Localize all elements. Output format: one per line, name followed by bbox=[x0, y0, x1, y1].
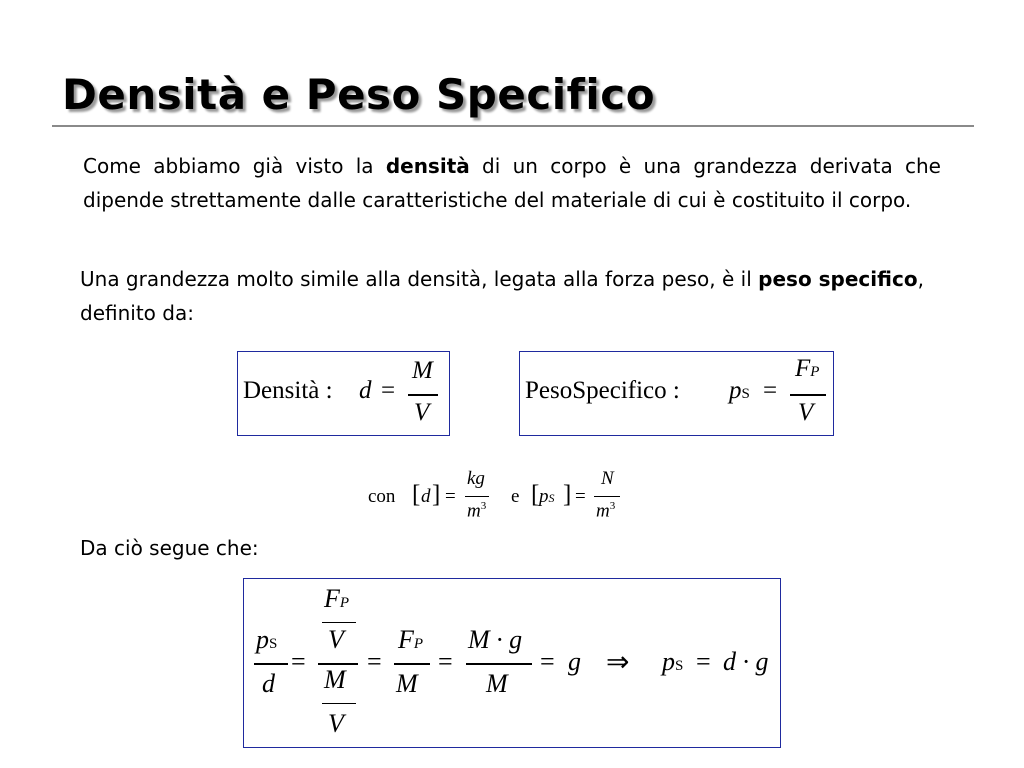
deriv-eq2: = bbox=[367, 647, 382, 676]
units-ps-fraction-bar bbox=[594, 496, 620, 497]
units-eq-d: = bbox=[445, 486, 456, 507]
specific-weight-formula-box bbox=[519, 351, 834, 436]
units-eq-ps: = bbox=[575, 486, 586, 507]
deriv-cf-bottom-bar bbox=[322, 703, 356, 704]
units-rbracket-d: ] bbox=[432, 481, 441, 508]
units-N: N bbox=[601, 468, 614, 489]
specific-weight-fraction-bar bbox=[790, 394, 826, 396]
deriv-Mg-M-bar bbox=[466, 663, 532, 665]
specific-weight-numerator: FP bbox=[795, 355, 820, 382]
units-d-den: $m^3$ bbox=[467, 500, 487, 522]
specific-weight-label: PesoSpecifico : bbox=[525, 377, 680, 404]
deriv-Fp: FP bbox=[398, 625, 424, 654]
deriv-cf-Fp: FP bbox=[324, 584, 350, 613]
p2-bold-term: peso specifico bbox=[758, 267, 918, 291]
units-formula bbox=[368, 466, 638, 530]
definition-paragraph bbox=[80, 262, 942, 330]
deriv-eq4: = bbox=[540, 647, 555, 676]
slide-title: Densità e Peso Specifico bbox=[62, 70, 656, 119]
density-var: d bbox=[359, 377, 372, 404]
units-rbracket-ps: ] bbox=[563, 481, 572, 508]
units-lbracket-ps: [ bbox=[531, 481, 540, 508]
deriv-implies: ⇒ bbox=[606, 647, 630, 678]
deriv-Fp-M-bar bbox=[394, 663, 430, 665]
p2-text-b: , definito da: bbox=[80, 267, 924, 325]
p2-text-a: Una grandezza molto simile alla densità, legata alla forza peso, è il bbox=[80, 267, 759, 291]
deriv-cf-M: M bbox=[324, 665, 346, 694]
deriv-Mg: M · g bbox=[468, 625, 523, 654]
deriv-M1: M bbox=[396, 669, 418, 698]
units-d: d bbox=[421, 486, 431, 507]
units-lbracket-d: [ bbox=[412, 481, 421, 508]
conclusion-paragraph: Da ciò segue che: bbox=[80, 536, 259, 560]
intro-paragraph bbox=[83, 149, 941, 217]
density-eq: = bbox=[381, 377, 396, 404]
deriv-result: d · g bbox=[723, 647, 769, 676]
deriv-result-ps: pS bbox=[662, 647, 684, 676]
deriv-d: d bbox=[262, 669, 275, 698]
density-fraction-bar bbox=[408, 394, 438, 396]
title-divider bbox=[52, 125, 974, 127]
p1-text-b: di un corpo è una grandezza derivata che dipende strettamente dalle caratteristiche del materiale di cui è costituito il corpo. bbox=[83, 154, 941, 212]
deriv-cf-V1: V bbox=[328, 625, 344, 654]
deriv-eq1: = bbox=[291, 647, 306, 676]
derivation-formula-box bbox=[243, 578, 781, 748]
units-e: e bbox=[511, 486, 520, 507]
deriv-eq5: = bbox=[696, 647, 711, 676]
units-ps: pS bbox=[539, 486, 555, 507]
deriv-ps-d-bar bbox=[254, 663, 288, 665]
density-denominator: V bbox=[414, 399, 430, 426]
units-con: con bbox=[368, 486, 396, 507]
units-kg: kg bbox=[467, 468, 485, 489]
deriv-ps: pS bbox=[256, 625, 278, 654]
deriv-cf-top-bar bbox=[322, 622, 356, 623]
deriv-cf-V2: V bbox=[328, 709, 344, 738]
density-label: Densità : bbox=[243, 377, 333, 404]
units-ps-den: $m^3$ bbox=[596, 500, 616, 522]
specific-weight-eq: = bbox=[763, 377, 778, 404]
density-formula-box bbox=[237, 351, 450, 436]
density-numerator: M bbox=[412, 357, 433, 384]
p1-bold-term: densità bbox=[385, 154, 470, 178]
deriv-g: g bbox=[568, 647, 581, 676]
specific-weight-denominator: V bbox=[798, 399, 814, 426]
units-d-fraction-bar bbox=[465, 496, 489, 497]
specific-weight-var: pS bbox=[729, 377, 750, 404]
p1-text-a: Come abbiamo già visto la bbox=[83, 154, 386, 178]
deriv-eq3: = bbox=[438, 647, 453, 676]
deriv-M2: M bbox=[486, 669, 508, 698]
